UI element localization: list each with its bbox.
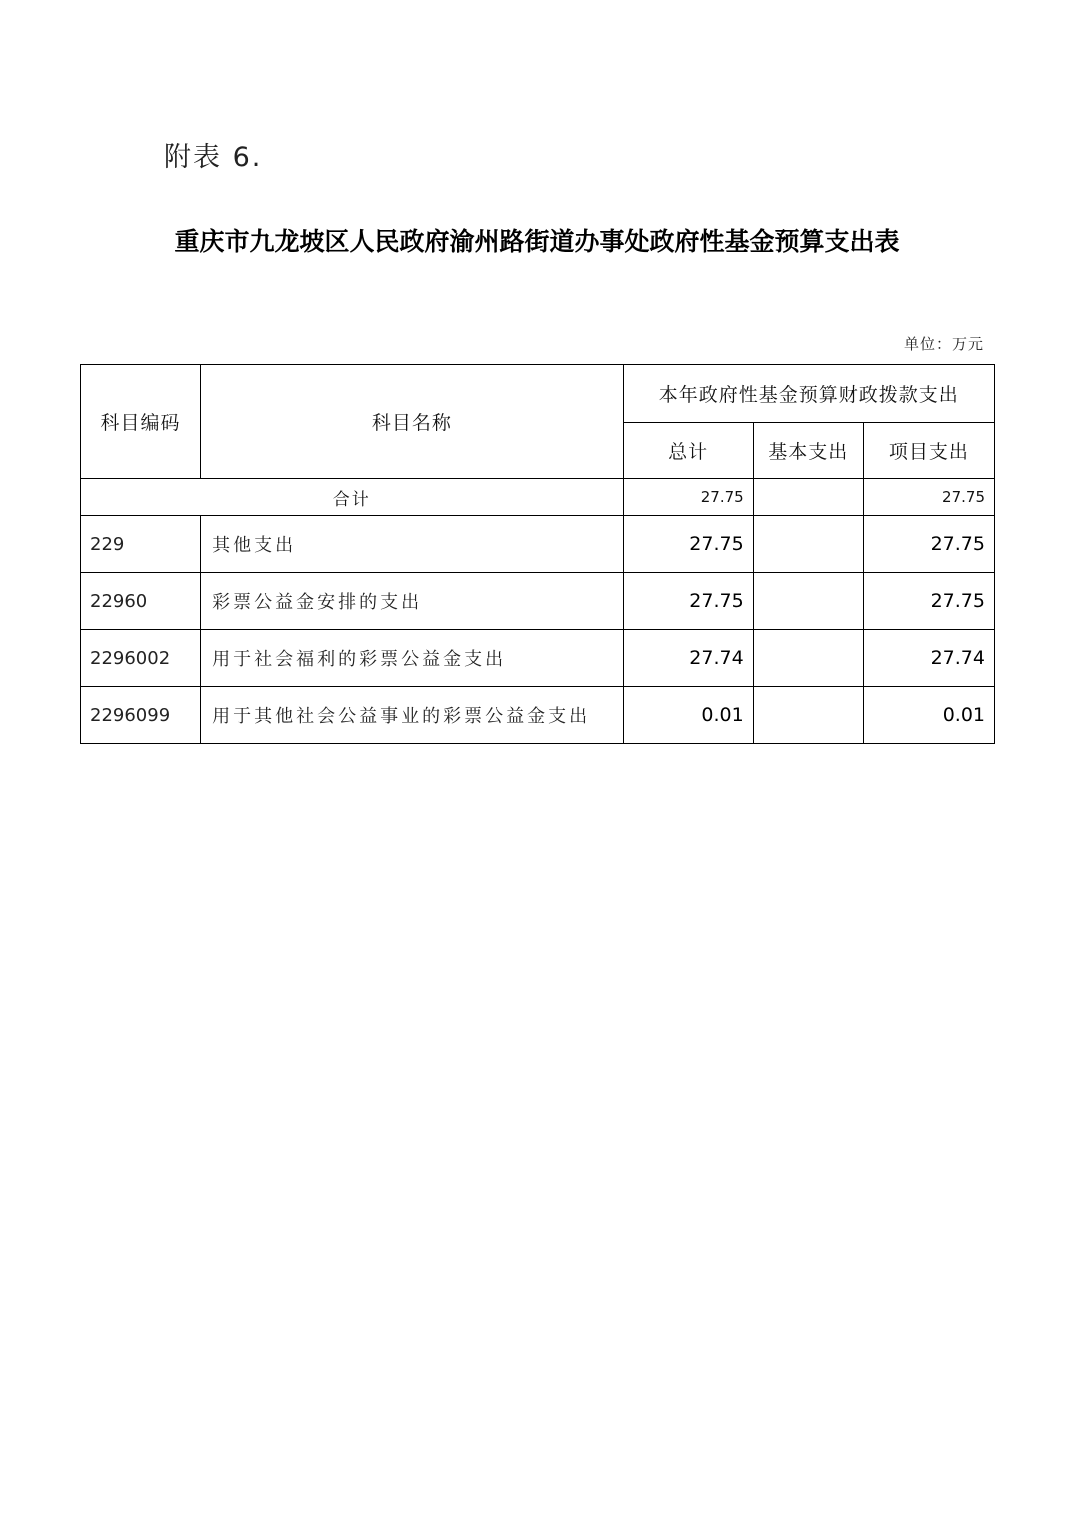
header-group: 本年政府性基金预算财政拨款支出 xyxy=(623,365,994,423)
table-row xyxy=(81,630,995,687)
row-code: 2296002 xyxy=(81,630,201,687)
row-code: 22960 xyxy=(81,573,201,630)
row-basic xyxy=(753,687,863,744)
table-row xyxy=(81,573,995,630)
header-code: 科目编码 xyxy=(81,365,201,479)
row-total: 0.01 xyxy=(623,687,753,744)
header-project: 项目支出 xyxy=(863,423,994,479)
summary-row xyxy=(81,479,995,516)
row-total: 27.75 xyxy=(623,573,753,630)
header-row xyxy=(81,365,995,423)
row-basic xyxy=(753,516,863,573)
header-total: 总计 xyxy=(623,423,753,479)
row-name: 用于社会福利的彩票公益金支出 xyxy=(201,630,623,687)
attachment-label: 附表 6. xyxy=(164,142,263,173)
row-code: 229 xyxy=(81,516,201,573)
header-name: 科目名称 xyxy=(201,365,623,479)
row-basic xyxy=(753,573,863,630)
table-row xyxy=(81,516,995,573)
row-basic xyxy=(753,630,863,687)
header-basic: 基本支出 xyxy=(753,423,863,479)
row-total: 27.75 xyxy=(623,516,753,573)
budget-table xyxy=(80,364,995,744)
summary-project: 27.75 xyxy=(863,479,994,516)
row-project: 0.01 xyxy=(863,687,994,744)
summary-total: 27.75 xyxy=(623,479,753,516)
row-name: 其他支出 xyxy=(201,516,623,573)
row-project: 27.74 xyxy=(863,630,994,687)
unit-label: 单位：万元 xyxy=(903,335,984,353)
table-row xyxy=(81,687,995,744)
row-project: 27.75 xyxy=(863,573,994,630)
row-total: 27.74 xyxy=(623,630,753,687)
row-project: 27.75 xyxy=(863,516,994,573)
row-code: 2296099 xyxy=(81,687,201,744)
row-name: 彩票公益金安排的支出 xyxy=(201,573,623,630)
summary-basic xyxy=(753,479,863,516)
row-name: 用于其他社会公益事业的彩票公益金支出 xyxy=(201,687,623,744)
summary-label: 合计 xyxy=(81,479,624,516)
page-title: 重庆市九龙坡区人民政府渝州路街道办事处政府性基金预算支出表 xyxy=(174,227,900,256)
